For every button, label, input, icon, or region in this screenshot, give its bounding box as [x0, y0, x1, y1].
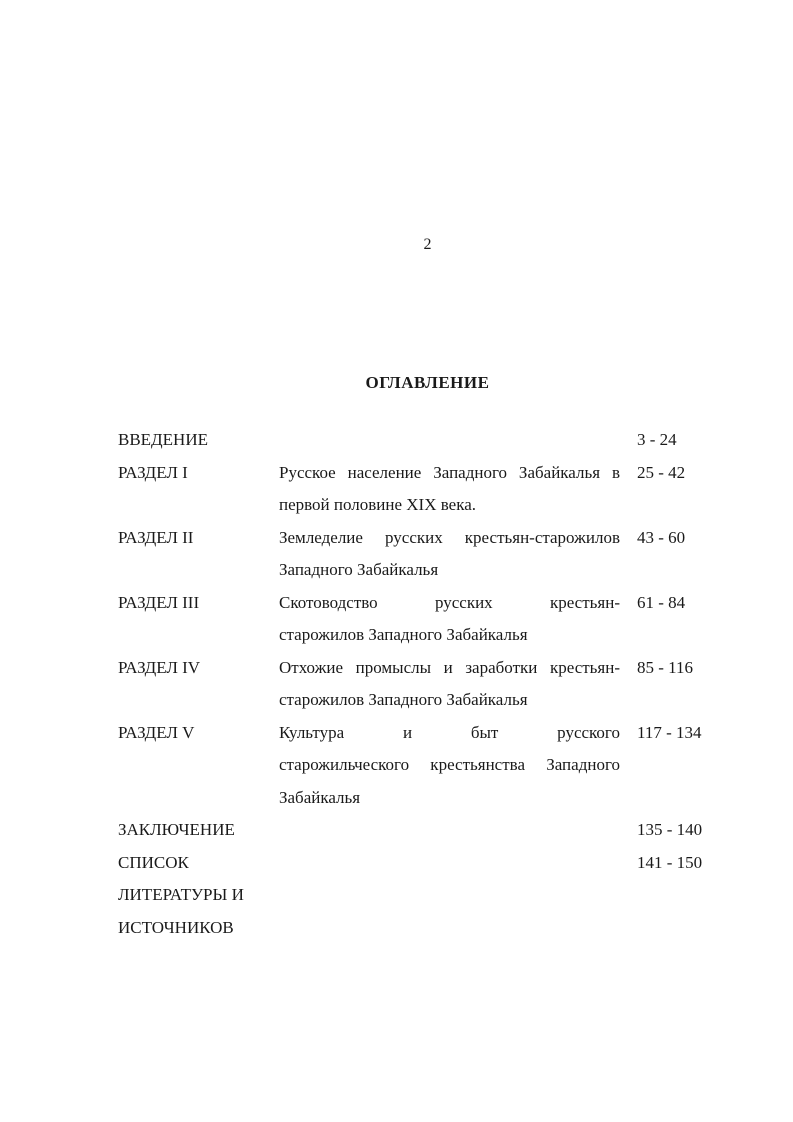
- toc-pages: 85 - 116: [637, 657, 694, 677]
- toc-pages: 117 - 134: [637, 722, 702, 742]
- toc-description-line: Западного Забайкалья: [279, 560, 439, 579]
- toc-row-section-1: [118, 457, 718, 522]
- toc-pages: 25 - 42: [637, 462, 686, 482]
- toc-description: [279, 652, 624, 717]
- toc-label: РАЗДЕЛ V: [118, 722, 195, 742]
- toc-description-line: старожилов Западного Забайкалья: [279, 690, 528, 709]
- toc-row-section-4: [118, 652, 718, 717]
- toc-description-line: Отхожие промыслы и заработки крестьян-: [279, 657, 620, 677]
- toc-label-line: СПИСОК: [118, 852, 189, 872]
- toc-row-bibliography: [118, 847, 718, 945]
- page-title: ОГЛАВЛЕНИЕ: [365, 373, 490, 392]
- toc-row-section-5: [118, 717, 718, 815]
- toc-label: [118, 847, 279, 945]
- toc-label: РАЗДЕЛ I: [118, 462, 188, 482]
- table-of-contents: [118, 424, 718, 944]
- toc-label: ВВЕДЕНИЕ: [118, 430, 208, 449]
- toc-description: [279, 457, 624, 522]
- toc-description-line: Скотоводство русских крестьян-: [279, 592, 620, 612]
- toc-pages: 141 - 150: [637, 852, 703, 872]
- toc-label: РАЗДЕЛ IV: [118, 657, 201, 677]
- toc-row-section-2: [118, 522, 718, 587]
- toc-description: [279, 587, 624, 652]
- toc-pages: 3 - 24: [637, 430, 677, 449]
- toc-label: ЗАКЛЮЧЕНИЕ: [118, 820, 235, 839]
- toc-description-line: Культура и быт русского: [279, 722, 620, 742]
- toc-description-line: первой половине XIX века.: [279, 495, 477, 514]
- toc-description-line: Русское население Западного Забайкалья в: [279, 462, 620, 482]
- toc-pages: 61 - 84: [637, 592, 686, 612]
- toc-label-line: ЛИТЕРАТУРЫ И: [118, 885, 244, 904]
- toc-description: [279, 522, 624, 587]
- page-number: 2: [423, 236, 432, 253]
- toc-label: РАЗДЕЛ II: [118, 527, 194, 547]
- toc-description-line: старожильческого крестьянства Западного: [279, 755, 620, 774]
- toc-description-line: Земледелие русских крестьян-старожилов: [279, 527, 620, 547]
- toc-row-section-3: [118, 587, 718, 652]
- toc-label: РАЗДЕЛ III: [118, 592, 200, 612]
- toc-row-introduction: [118, 424, 718, 457]
- toc-description-line: Забайкалья: [279, 787, 361, 807]
- toc-pages: 135 - 140: [637, 820, 703, 839]
- toc-pages: 43 - 60: [637, 527, 686, 547]
- toc-description: [279, 717, 624, 815]
- toc-label-line: ИСТОЧНИКОВ: [118, 917, 234, 937]
- toc-description-line: старожилов Западного Забайкалья: [279, 625, 528, 644]
- toc-row-conclusion: [118, 814, 718, 847]
